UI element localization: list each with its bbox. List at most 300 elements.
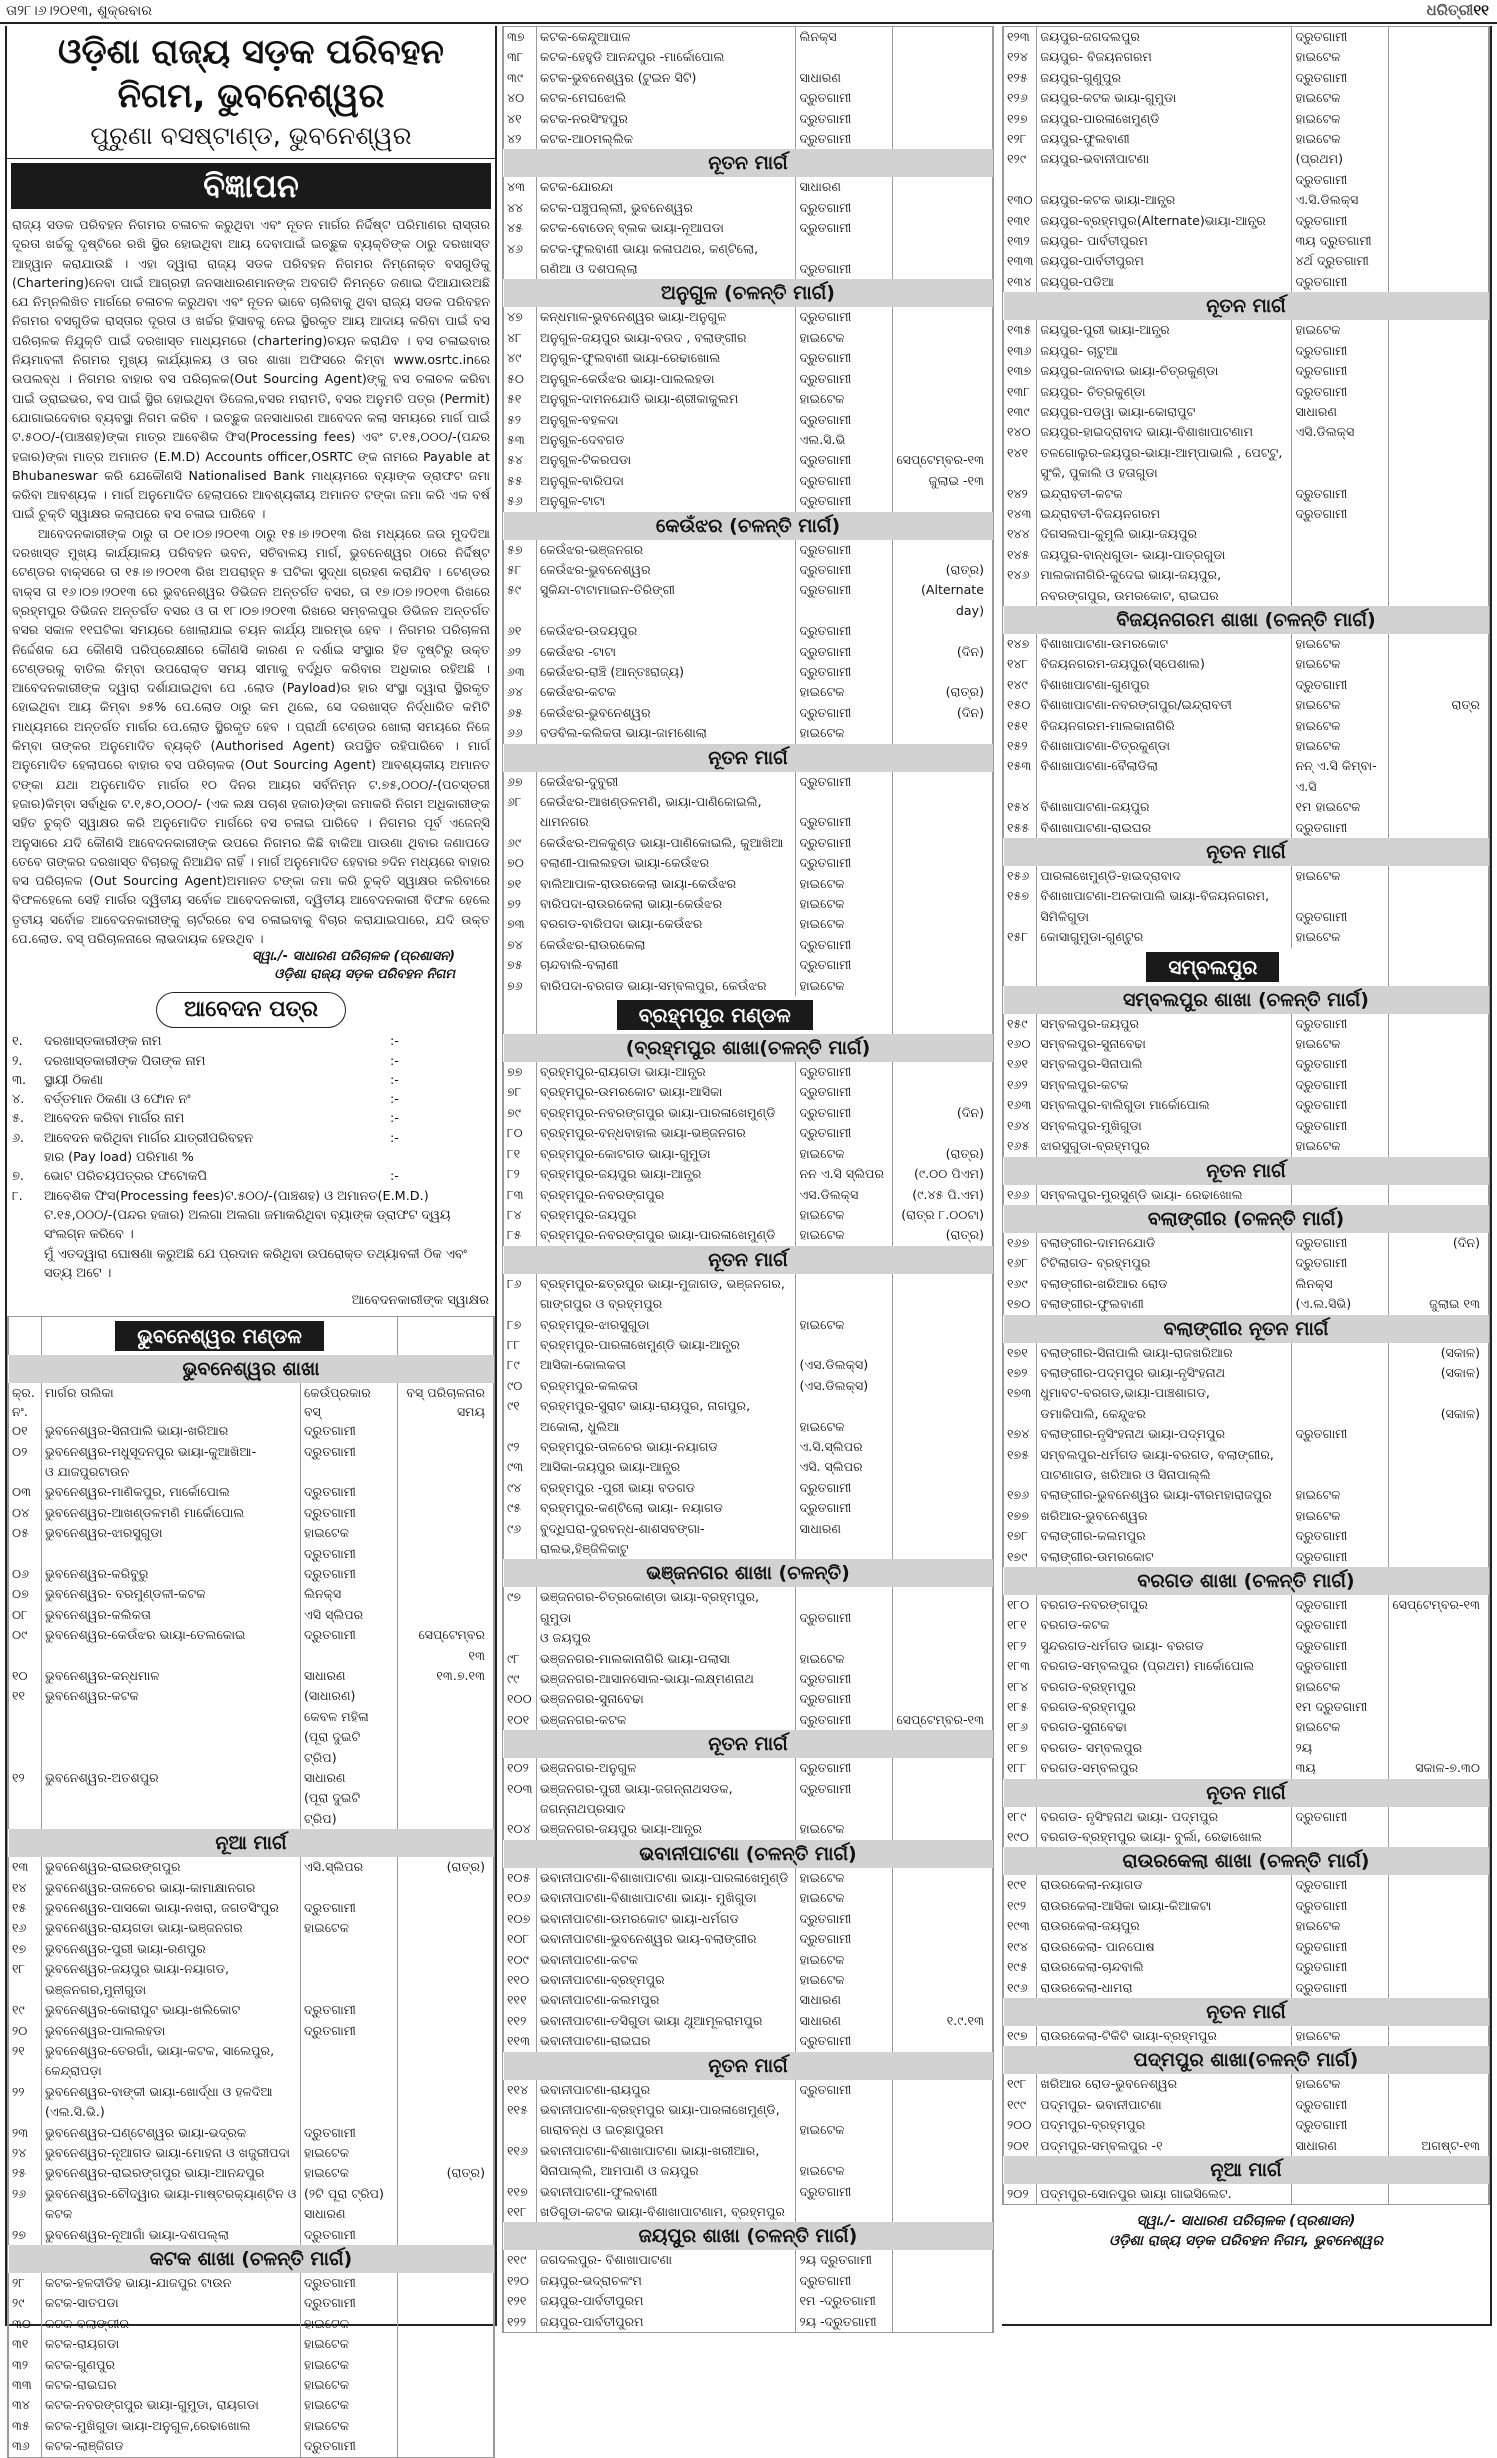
route-row xyxy=(504,935,993,955)
section-header xyxy=(504,744,993,772)
route-row xyxy=(504,1689,993,1709)
route-name: କେଉଁଝର-ଅଳକୁଣ୍ଡ ଭାୟା-ପାଣିକୋଇଲି, କୁଆଖିଆ xyxy=(537,833,796,853)
route-serial-no: ୧୯୨ xyxy=(1004,1896,1037,1916)
bus-type: ସାଧାରଣ xyxy=(1292,402,1389,422)
bus-type: ଦ୍ରୁତଗାମୀ xyxy=(1292,1233,1389,1253)
route-name: ଇନ୍ଦ୍ରାବତୀ-ବିଜୟନଗରମ xyxy=(1037,504,1292,524)
operation-time: (ଦିନ) xyxy=(1389,1233,1489,1253)
bus-type: ଦ୍ରୁତଗାମୀ xyxy=(301,1421,398,1441)
route-row xyxy=(9,2436,494,2456)
operation-time: (ରାତ୍ର) xyxy=(398,1857,494,1877)
operation-time: (ରାତ୍ର) xyxy=(893,1144,993,1164)
operation-time xyxy=(1389,818,1489,838)
route-row xyxy=(1004,1978,1489,1998)
operation-time xyxy=(1389,1116,1489,1136)
operation-time: ସେପ୍ଟେମ୍ବର-୧୩ xyxy=(1389,1595,1489,1615)
route-serial-no: ୧୧୦ xyxy=(504,1970,537,1990)
route-row xyxy=(504,955,993,975)
route-row xyxy=(504,450,993,470)
bus-type xyxy=(1292,1185,1389,1205)
route-serial-no: ୧୫୬ xyxy=(1004,866,1037,886)
section-title: ଭଞ୍ଜନଗର ଶାଖା (ଚଳନ୍ତି) xyxy=(504,1559,993,1587)
bus-type: ଦ୍ରୁତଗାମୀ xyxy=(301,2000,398,2020)
operation-time xyxy=(893,1355,993,1375)
bus-type: ଦ୍ରୁତଗାମୀ xyxy=(1292,886,1389,927)
bus-type: ଦ୍ରୁତଗାମୀ xyxy=(1292,1937,1389,1957)
bus-type: ଦ୍ରୁତଗାମୀ xyxy=(796,833,893,853)
route-serial-no: ୩୬ xyxy=(9,2436,42,2456)
route-serial-no: ୬୭ xyxy=(504,772,537,792)
route-serial-no: ୧୭୩ xyxy=(1004,1383,1037,1424)
operation-time xyxy=(893,772,993,792)
bus-type: ଦ୍ରୁତଗାମୀ xyxy=(796,1062,893,1082)
operation-time xyxy=(893,1669,993,1689)
form-field-number: ୫. xyxy=(12,1111,25,1127)
operation-time xyxy=(893,621,993,641)
route-serial-no: ୫୬ xyxy=(504,491,537,511)
bus-type: ଦ୍ରୁତଗାମୀ xyxy=(796,662,893,682)
route-serial-no: ୬୩ xyxy=(504,662,537,682)
route-serial-no: ୧୦ xyxy=(9,1666,42,1686)
route-serial-no: ୪୧ xyxy=(504,109,537,129)
route-serial-no: ୧୭୪ xyxy=(1004,1424,1037,1444)
form-field xyxy=(7,1032,495,1051)
route-serial-no: ୧୩୮ xyxy=(1004,382,1037,402)
operation-time xyxy=(893,1990,993,2010)
bus-type: ୩ୟ xyxy=(1292,1758,1389,1778)
route-name: ବ୍ରହ୍ମପୁର-ଜୟପୁର ଭାୟା-ଆନ୍ଧ୍ର xyxy=(537,1164,796,1184)
route-serial-no: ୩୫ xyxy=(9,2416,42,2436)
bus-type: ଦ୍ରୁତଗାମୀ xyxy=(1292,361,1389,381)
operation-time xyxy=(1389,361,1489,381)
route-row xyxy=(504,1929,993,1949)
route-serial-no: ୧୩୨ xyxy=(1004,231,1037,251)
route-serial-no: ୧୪୫ xyxy=(1004,545,1037,565)
bus-type xyxy=(301,1959,398,2000)
route-row xyxy=(1004,1758,1489,1778)
bus-type: ଲିନକ୍ସ xyxy=(301,1584,398,1604)
operation-time xyxy=(893,1478,993,1498)
operation-time xyxy=(893,2182,993,2202)
route-serial-no: ୪୨ xyxy=(504,129,537,149)
route-serial-no: ୫୭ xyxy=(504,540,537,560)
route-name: ପଦ୍ମପୁର- ଭବାନୀପାଟଣା xyxy=(1037,2095,1292,2115)
bus-type: (ଏସ.ଡିଲକ୍ସ) xyxy=(796,1355,893,1375)
operation-time xyxy=(893,1437,993,1457)
route-name: ଅନୁଗୁଳ-କେଉଁଝର ଭାୟା-ପାଲଲହଡା xyxy=(537,369,796,389)
route-row xyxy=(504,2312,993,2332)
section-header xyxy=(9,2245,494,2273)
form-field-label: ଆବେଦନ କରିବା ମାର୍ଗର ନାମ xyxy=(44,1111,185,1127)
bus-type: ଦ୍ରୁତଗାମୀ xyxy=(796,198,893,218)
operation-time xyxy=(398,1918,494,1938)
route-name: ବରଗଡ-ନବରଙ୍ଗପୁର xyxy=(1037,1595,1292,1615)
route-row xyxy=(504,239,993,280)
route-serial-no: ୧୬୦ xyxy=(1004,1034,1037,1054)
route-serial-no: ୧୮୭ xyxy=(1004,1738,1037,1758)
route-serial-no: ୪୪ xyxy=(504,198,537,218)
route-name: ଖଡିଗୁଡା-କଟକ ଭାୟା-ବିଶାଖାପାଟଣାମ, ବ୍ରହ୍ମପୁର xyxy=(537,2202,796,2222)
operation-time xyxy=(1389,422,1489,442)
bus-type: ଲିନକ୍ସ xyxy=(1292,1274,1389,1294)
bus-type: ହାଇଟେକ xyxy=(1292,1136,1389,1156)
operation-time xyxy=(893,874,993,894)
route-serial-no: ୧୬୪ xyxy=(1004,1116,1037,1136)
bus-type: ଦ୍ରୁତଗାମୀ xyxy=(796,239,893,280)
bus-type: ଦ୍ରୁତଗାମୀ xyxy=(301,1898,398,1918)
route-name: ବିଶାଖାପାଟଣା-ବୈଲାଡିଲା xyxy=(1037,756,1292,797)
bus-type: ସାଧାରଣ xyxy=(796,177,893,197)
route-row xyxy=(504,833,993,853)
bus-type: ହାଇଟେକ xyxy=(796,682,893,702)
route-serial-no: ୧୮୦ xyxy=(1004,1595,1037,1615)
route-serial-no: ୧୧୩ xyxy=(504,2031,537,2051)
route-name: ବ୍ରହ୍ମପୁର-ତାଳଚେର ଭାୟା-ନୟାଗଡ xyxy=(537,1437,796,1457)
operation-time xyxy=(398,2225,494,2245)
route-name: କେଉଁଝର-ରାଞ୍ଚି (ଆନ୍ତଃରାଜ୍ୟ) xyxy=(537,662,796,682)
route-serial-no: ୫୦ xyxy=(504,369,537,389)
route-row xyxy=(504,662,993,682)
route-row xyxy=(504,1185,993,1205)
bus-type: ହାଇଟେକ xyxy=(796,1950,893,1970)
route-row xyxy=(9,2143,494,2163)
route-name: ଖରିଆର-ଭୁବନେଶ୍ୱର xyxy=(1037,1506,1292,1526)
section-header xyxy=(504,1246,993,1274)
route-name: ଭୁବନେଶ୍ୱର-କୋରାପୁଟ ଭାୟା-ଖଲିକୋଟ xyxy=(42,2000,301,2020)
operation-time xyxy=(893,1888,993,1908)
route-name: ବ୍ରହ୍ମପୁର-ରାୟଗଡା ଭାୟା-ଆନ୍ଧ୍ର xyxy=(537,1062,796,1082)
section-header xyxy=(1004,1779,1489,1807)
operation-time xyxy=(893,177,993,197)
operation-time xyxy=(893,1315,993,1335)
operation-time xyxy=(1389,149,1489,190)
bus-type: ଦ୍ରୁତଗାମୀ xyxy=(796,1587,893,1648)
operation-time xyxy=(893,1970,993,1990)
route-serial-no: ୧୪୯ xyxy=(1004,675,1037,695)
route-name: ଭୁବନେଶ୍ୱର-ରାୟଗଡା ଭାୟା-ଭଞ୍ଜନଗର xyxy=(42,1918,301,1938)
route-serial-no: ୯୮ xyxy=(504,1649,537,1669)
route-row xyxy=(1004,818,1489,838)
route-row xyxy=(504,389,993,409)
route-name: ପଦ୍ମପୁର-ସମ୍ବଲପୁର -୧ xyxy=(1037,2136,1292,2156)
bus-type: ହାଇଟେକ xyxy=(1292,47,1389,67)
bus-type: ଦ୍ରୁତଗାମୀ xyxy=(796,218,893,238)
operation-time xyxy=(1389,1896,1489,1916)
route-serial-no: ୧୨୮ xyxy=(1004,129,1037,149)
route-serial-no: ୫୮ xyxy=(504,560,537,580)
operation-time xyxy=(893,2031,993,2051)
route-serial-no: ୮୨ xyxy=(504,1164,537,1184)
bus-type: ଏସି.ଡିଲକ୍ସ xyxy=(1292,422,1389,442)
route-row xyxy=(1004,402,1489,422)
bus-type: ଦ୍ରୁତଗାମୀ xyxy=(1292,1075,1389,1095)
bus-type: ହାଇଟେକ xyxy=(301,2143,398,2163)
route-serial-no: ୦୭ xyxy=(9,1584,42,1604)
operation-time xyxy=(398,1503,494,1523)
route-name: ଅନୁଗୁଳ-ଦାମନଯୋଡି ଭାୟା-ଶ୍ରୀକାକୁଲମ xyxy=(537,389,796,409)
application-form-title: ଆବେଦନ ପତ୍ର xyxy=(156,992,346,1028)
route-row xyxy=(9,1605,494,1625)
route-name: ବଲାଙ୍ଗୀର-ପଦ୍ମପୁର ଭାୟା-ନୃସିଂହନାଥ xyxy=(1037,1363,1292,1383)
route-serial-no: ୩୮ xyxy=(504,47,537,67)
route-serial-no: ୧୭୯ xyxy=(1004,1547,1037,1567)
route-serial-no: ୧୬୩ xyxy=(1004,1095,1037,1115)
route-name: କଟକ-ମେଘଝୋଲି xyxy=(537,88,796,108)
route-serial-no: ୧୨୦ xyxy=(504,2271,537,2291)
route-name: ରାଉରକେଲା- ପାନପୋଷ xyxy=(1037,1937,1292,1957)
bus-type: ଦ୍ରୁତଗାମୀ xyxy=(796,2271,893,2291)
route-row xyxy=(504,1649,993,1669)
operation-time xyxy=(1389,1738,1489,1758)
route-row xyxy=(9,2123,494,2143)
section-header xyxy=(1004,838,1489,866)
operation-time xyxy=(893,2141,993,2182)
section-title: ଅନୁଗୁଳ (ଚଳନ୍ତି ମାର୍ଗ) xyxy=(504,279,993,307)
operation-time: (ଦିନ) xyxy=(893,703,993,723)
operation-time xyxy=(893,723,993,743)
advertisement-banner: ବିଜ୍ଞାପନ xyxy=(11,163,491,209)
route-serial-no: ୨୫ xyxy=(9,2163,42,2183)
route-serial-no: ୦୩ xyxy=(9,1482,42,1502)
operation-time xyxy=(1389,634,1489,654)
route-serial-no: ୬୧ xyxy=(504,621,537,641)
operation-time: (ସକାଳ) xyxy=(1389,1363,1489,1383)
closing-signature-line1: ସ୍ୱା./- ସାଧାରଣ ପରିଚାଳକ (ପ୍ରଶାସନ) xyxy=(1136,2213,1356,2230)
route-name: ସମ୍ବଲପୁର-ବାଲିଗୁଡା ମାର୍କୋପୋଲ xyxy=(1037,1095,1292,1115)
bus-type: ଦ୍ରୁତଗାମୀ xyxy=(796,348,893,368)
route-name: ଧୁମାବଟ-ବରଗଡ,ଭାୟା-ପାଞ୍ଚଶାଗଡ, ଡମାକିପାଲି, କେନ୍ଦୁଝର xyxy=(1037,1383,1292,1424)
section-header xyxy=(504,1034,993,1062)
notice-header xyxy=(7,26,495,159)
route-serial-no: ୧୮୪ xyxy=(1004,1677,1037,1697)
section-header xyxy=(9,1829,494,1857)
route-name: କଟକ-ଲାଞ୍ଜିଗଡ xyxy=(42,2436,301,2456)
route-serial-no: ୧୨୪ xyxy=(1004,47,1037,67)
route-serial-no: ୪୫ xyxy=(504,218,537,238)
route-row xyxy=(504,1519,993,1560)
operation-time xyxy=(893,88,993,108)
route-row xyxy=(9,1421,494,1441)
bus-type: ଦ୍ରୁତଗାମୀ xyxy=(796,955,893,975)
route-row xyxy=(1004,1697,1489,1717)
operation-time: (Alternate day) xyxy=(893,580,993,621)
route-name: ସମ୍ବଲପୁର-ମୁରସୁଣ୍ଡି ଭାୟା- ରେଢାଖୋଲ xyxy=(1037,1185,1292,1205)
route-row xyxy=(1004,1875,1489,1895)
bus-type xyxy=(1292,2184,1389,2204)
route-name: ଭୁବନେଶ୍ୱର-ପାସକୋ ଭାୟା-ନଖରା, ଜଗତସିଂପୁର xyxy=(42,1898,301,1918)
route-name: ଦିଗସଲପା-କୁମୁଲି ଭାୟା-ଜୟପୁର xyxy=(1037,524,1292,544)
route-name: ଭଞ୍ଜନଗର-ପୁରୀ ଭାୟା-ଜଗନ୍ନାଥସଡକ, ଜଗନ୍ନାଥପ୍ରସାଦ xyxy=(537,1779,796,1820)
route-name: କେଉଁଝର-ଉଦୟପୁର xyxy=(537,621,796,641)
bus-type: ହାଇଟେକ ଦ୍ରୁତଗାମୀ xyxy=(301,1523,398,1564)
bus-type: ଦ୍ରୁତଗାମୀ xyxy=(796,88,893,108)
route-name: ଜୟପୁର-ପୁରୀ ଭାୟା-ଆନ୍ଧ୍ର xyxy=(1037,320,1292,340)
operation-time: ଜୁଲାଇ -୧୩ xyxy=(893,471,993,491)
bus-type: ହାଇଟେକ xyxy=(301,2395,398,2415)
bus-type: ୧ମ ଦ୍ରୁତଗାମୀ xyxy=(1292,1697,1389,1717)
route-name: କଟକ-ଭୁବନେଶ୍ୱର (ଟୁଇନ ସିଟି) xyxy=(537,68,796,88)
operation-time xyxy=(1389,1485,1489,1505)
route-name: ଭୁବନେଶ୍ୱର-ନୂଆଗଡ ଭାୟା-ମୋହନା ଓ ଖଜୁରୀପଦା xyxy=(42,2143,301,2163)
operation-time xyxy=(1389,675,1489,695)
route-serial-no: ୮୧ xyxy=(504,1144,537,1164)
bus-type: ୨ୟ ଦ୍ରୁତଗାମୀ xyxy=(796,2250,893,2270)
header-time: ବସ୍ ପରିଚାଳନାର ସମୟ xyxy=(398,1383,494,1421)
operation-time xyxy=(1389,1526,1489,1546)
operation-time xyxy=(1389,1506,1489,1526)
section-header xyxy=(504,512,993,540)
route-serial-no: ୧୩୩ xyxy=(1004,251,1037,271)
route-name: ଭୁବନେଶ୍ୱର-ପୁରୀ ଭାୟା-ରଣପୁର xyxy=(42,1939,301,1959)
division-header xyxy=(1004,948,1489,986)
route-row xyxy=(9,2225,494,2245)
bus-type: ଦ୍ରୁତଗାମୀ xyxy=(1292,484,1389,504)
operation-time xyxy=(893,955,993,975)
route-name: ପଦ୍ମପୁର-ବ୍ରହ୍ମପୁର xyxy=(1037,2115,1292,2135)
notice-signature-1: ସ୍ୱା./- ସାଧାରଣ ପରିଚାଳକ (ପ୍ରଶାସନ) xyxy=(251,949,455,965)
route-name: ବ୍ରହ୍ମପୁର-ନବରଙ୍ଗପୁର ଭାୟା-ପାରଳାଖେମୁଣ୍ଡି xyxy=(537,1103,796,1123)
route-row xyxy=(1004,1595,1489,1615)
route-row xyxy=(504,198,993,218)
section-title: ସମ୍ବଲପୁର ଶାଖା (ଚଳନ୍ତି ମାର୍ଗ) xyxy=(1004,986,1489,1014)
section-title: ନୂଆ ମାର୍ଗ xyxy=(1004,2156,1489,2184)
operation-time xyxy=(1389,524,1489,544)
operation-time xyxy=(893,1929,993,1949)
operation-time xyxy=(1389,1034,1489,1054)
routes-table-left xyxy=(8,1317,494,2457)
route-row xyxy=(1004,695,1489,715)
route-serial-no: ୪୦ xyxy=(504,88,537,108)
operation-time xyxy=(1389,1717,1489,1737)
route-name: ଅନୁଗୁଳ-ଟିକରପଡା xyxy=(537,450,796,470)
route-serial-no: ୧୦୬ xyxy=(504,1888,537,1908)
operation-time: ସେପ୍ଟେମ୍ବର ୧୩ xyxy=(398,1625,494,1666)
bus-type: ଏଲ.ସି.ଭି xyxy=(796,430,893,450)
route-serial-no: ୪୩ xyxy=(504,177,537,197)
bus-type: ଦ୍ରୁତଗାମୀ xyxy=(301,1625,398,1666)
operation-time xyxy=(1389,1677,1489,1697)
operation-time xyxy=(398,1768,494,1829)
route-row xyxy=(504,914,993,934)
route-row xyxy=(504,1437,993,1457)
operation-time xyxy=(398,2375,494,2395)
route-name: କଟକ-କେନ୍ଦୁଆପାଳ xyxy=(537,27,796,47)
bus-type: ଦ୍ରୁତଗାମୀ xyxy=(1292,1014,1389,1034)
route-serial-no: ୯୨ xyxy=(504,1437,537,1457)
route-serial-no: ୨୦୨ xyxy=(1004,2184,1037,2204)
route-name: ସମ୍ବଲପୁର-ସିନାପାଲି xyxy=(1037,1054,1292,1074)
route-serial-no: ୧୦୨ xyxy=(504,1758,537,1778)
middle-column xyxy=(502,26,994,2329)
form-field-number: ୨. xyxy=(12,1053,23,1069)
route-name: ବ୍ରହ୍ମପୁର-କଲକତା xyxy=(537,1376,796,1396)
route-name: ରାଉରକେଲା-ଜୟପୁର xyxy=(1037,1916,1292,1936)
applicant-signature: ଆବେଦନକାରୀଙ୍କ ସ୍ୱାକ୍ଷର xyxy=(351,1293,489,1309)
route-row xyxy=(504,1457,993,1477)
route-name: ବିଜୟନଗରମ-ଜୟପୁର(ସ୍ପେଶାଲ) xyxy=(1037,654,1292,674)
operation-time: (ରାତ୍ର) xyxy=(893,1225,993,1245)
route-name: କଟକ-ପଞ୍ଚୁପଲ୍ଲୀ, ଭୁବନେଶ୍ୱର xyxy=(537,198,796,218)
operation-time xyxy=(893,129,993,149)
bus-type: ଦ୍ରୁତଗାମୀ xyxy=(1292,1656,1389,1676)
route-row xyxy=(1004,886,1489,927)
form-field xyxy=(7,1129,495,1168)
section-header xyxy=(1004,606,1489,634)
route-row xyxy=(9,2416,494,2436)
closing-signature-line2: ଓଡ଼ିଶା ରାଜ୍ୟ ସଡ଼କ ପରିବହନ ନିଗମ, ଭୁବନେଶ୍ୱର xyxy=(1109,2233,1383,2250)
route-serial-no: ୧୪୨ xyxy=(1004,484,1037,504)
route-serial-no: ୫୧ xyxy=(504,389,537,409)
operation-time: (ରାତ୍ର ୮.୦୦ଟା) xyxy=(893,1205,993,1225)
operation-time: ୧୩.୭.୧୩ xyxy=(398,1666,494,1686)
operation-time xyxy=(398,1898,494,1918)
route-name: କଟକ-ରାୟଗଡା xyxy=(42,2334,301,2354)
route-name: ବରଗଡ-ବାରିପଦା ଭାୟା-କେଉଁଝର xyxy=(537,914,796,934)
bus-type: ହାଇଟେକ xyxy=(301,2416,398,2436)
route-row xyxy=(504,471,993,491)
route-row xyxy=(504,1376,993,1396)
bus-type: ହାଇଟେକ xyxy=(301,2334,398,2354)
route-row xyxy=(504,682,993,702)
bus-type: ଦ୍ରୁତଗାମୀ xyxy=(1292,1424,1389,1444)
form-field-label: ବର୍ତ୍ତମାନ ଠିକଣା ଓ ଫୋନ ନଂ xyxy=(44,1092,191,1108)
route-name: ସମ୍ବଲପୁର-ମୁଖିଗୁଡା xyxy=(1037,1116,1292,1136)
route-name: ଜୟପୁର- ପାର୍ବତୀପୁରମ xyxy=(1037,231,1292,251)
route-name: ବିଶାଖାପାଟଣା-ନବରଙ୍ଗପୁର/ଇନ୍ଦ୍ରାବତୀ xyxy=(1037,695,1292,715)
route-serial-no: ୧୭୧ xyxy=(1004,1343,1037,1363)
route-row xyxy=(1004,1717,1489,1737)
route-serial-no: ୧୮୯ xyxy=(1004,1807,1037,1827)
route-name: କଟକ-ରାଇଘର xyxy=(42,2375,301,2395)
operation-time xyxy=(1389,736,1489,756)
route-row xyxy=(1004,927,1489,947)
operation-time xyxy=(893,1758,993,1778)
operation-time xyxy=(893,2312,993,2332)
route-row xyxy=(504,68,993,88)
bus-type: ହାଇଟେକ xyxy=(796,2141,893,2182)
operation-time xyxy=(1389,341,1489,361)
route-serial-no: ୧୭୫ xyxy=(1004,1445,1037,1486)
route-name: ଭୁବନେଶ୍ୱର-ନୂଆଗାଁ ଭାୟା-ଦଶପଲ୍ଲା xyxy=(42,2225,301,2245)
route-name: କେଉଁଝର-ରାଉରକେଲା xyxy=(537,935,796,955)
route-row xyxy=(9,1878,494,1898)
route-row xyxy=(504,47,993,67)
route-row xyxy=(9,1442,494,1483)
route-row xyxy=(504,772,993,792)
route-name: ବରଗଡ-ବ୍ରହ୍ମପୁର xyxy=(1037,1697,1292,1717)
operation-time xyxy=(1389,504,1489,524)
route-row xyxy=(504,1082,993,1102)
operation-time xyxy=(893,2291,993,2311)
operation-time xyxy=(1389,565,1489,606)
route-row xyxy=(504,703,993,723)
route-name: କେଉଁଝର-ଆଖଣ୍ଡଳମଣି, ଭାୟା-ପାଣିକୋଇଲି, ଧାମନଗର xyxy=(537,792,796,833)
route-serial-no: ୬୬ xyxy=(504,723,537,743)
bus-type: ହାଇଟେକ xyxy=(301,2375,398,2395)
route-row xyxy=(1004,1937,1489,1957)
operation-time xyxy=(1389,1807,1489,1827)
operation-time xyxy=(893,1498,993,1518)
bus-type: ଦ୍ରୁତଗାମୀ xyxy=(796,580,893,621)
operation-time xyxy=(1389,1445,1489,1486)
route-name: ପାରଳାଖେମୁଣ୍ଡି-ହାଇଦ୍ରାବାଦ xyxy=(1037,866,1292,886)
bus-type: ଦ୍ରୁତଗାମୀ xyxy=(796,1689,893,1709)
route-row xyxy=(1004,716,1489,736)
bus-type: ଦ୍ରୁତଗାମୀ xyxy=(796,935,893,955)
operation-time xyxy=(398,1605,494,1625)
header-serial-no: କ୍ର. ନଂ. xyxy=(9,1383,42,1421)
bus-type: ନନ୍ ଏ.ସି କିମ୍ବା-ଏ.ସି xyxy=(1292,756,1389,797)
